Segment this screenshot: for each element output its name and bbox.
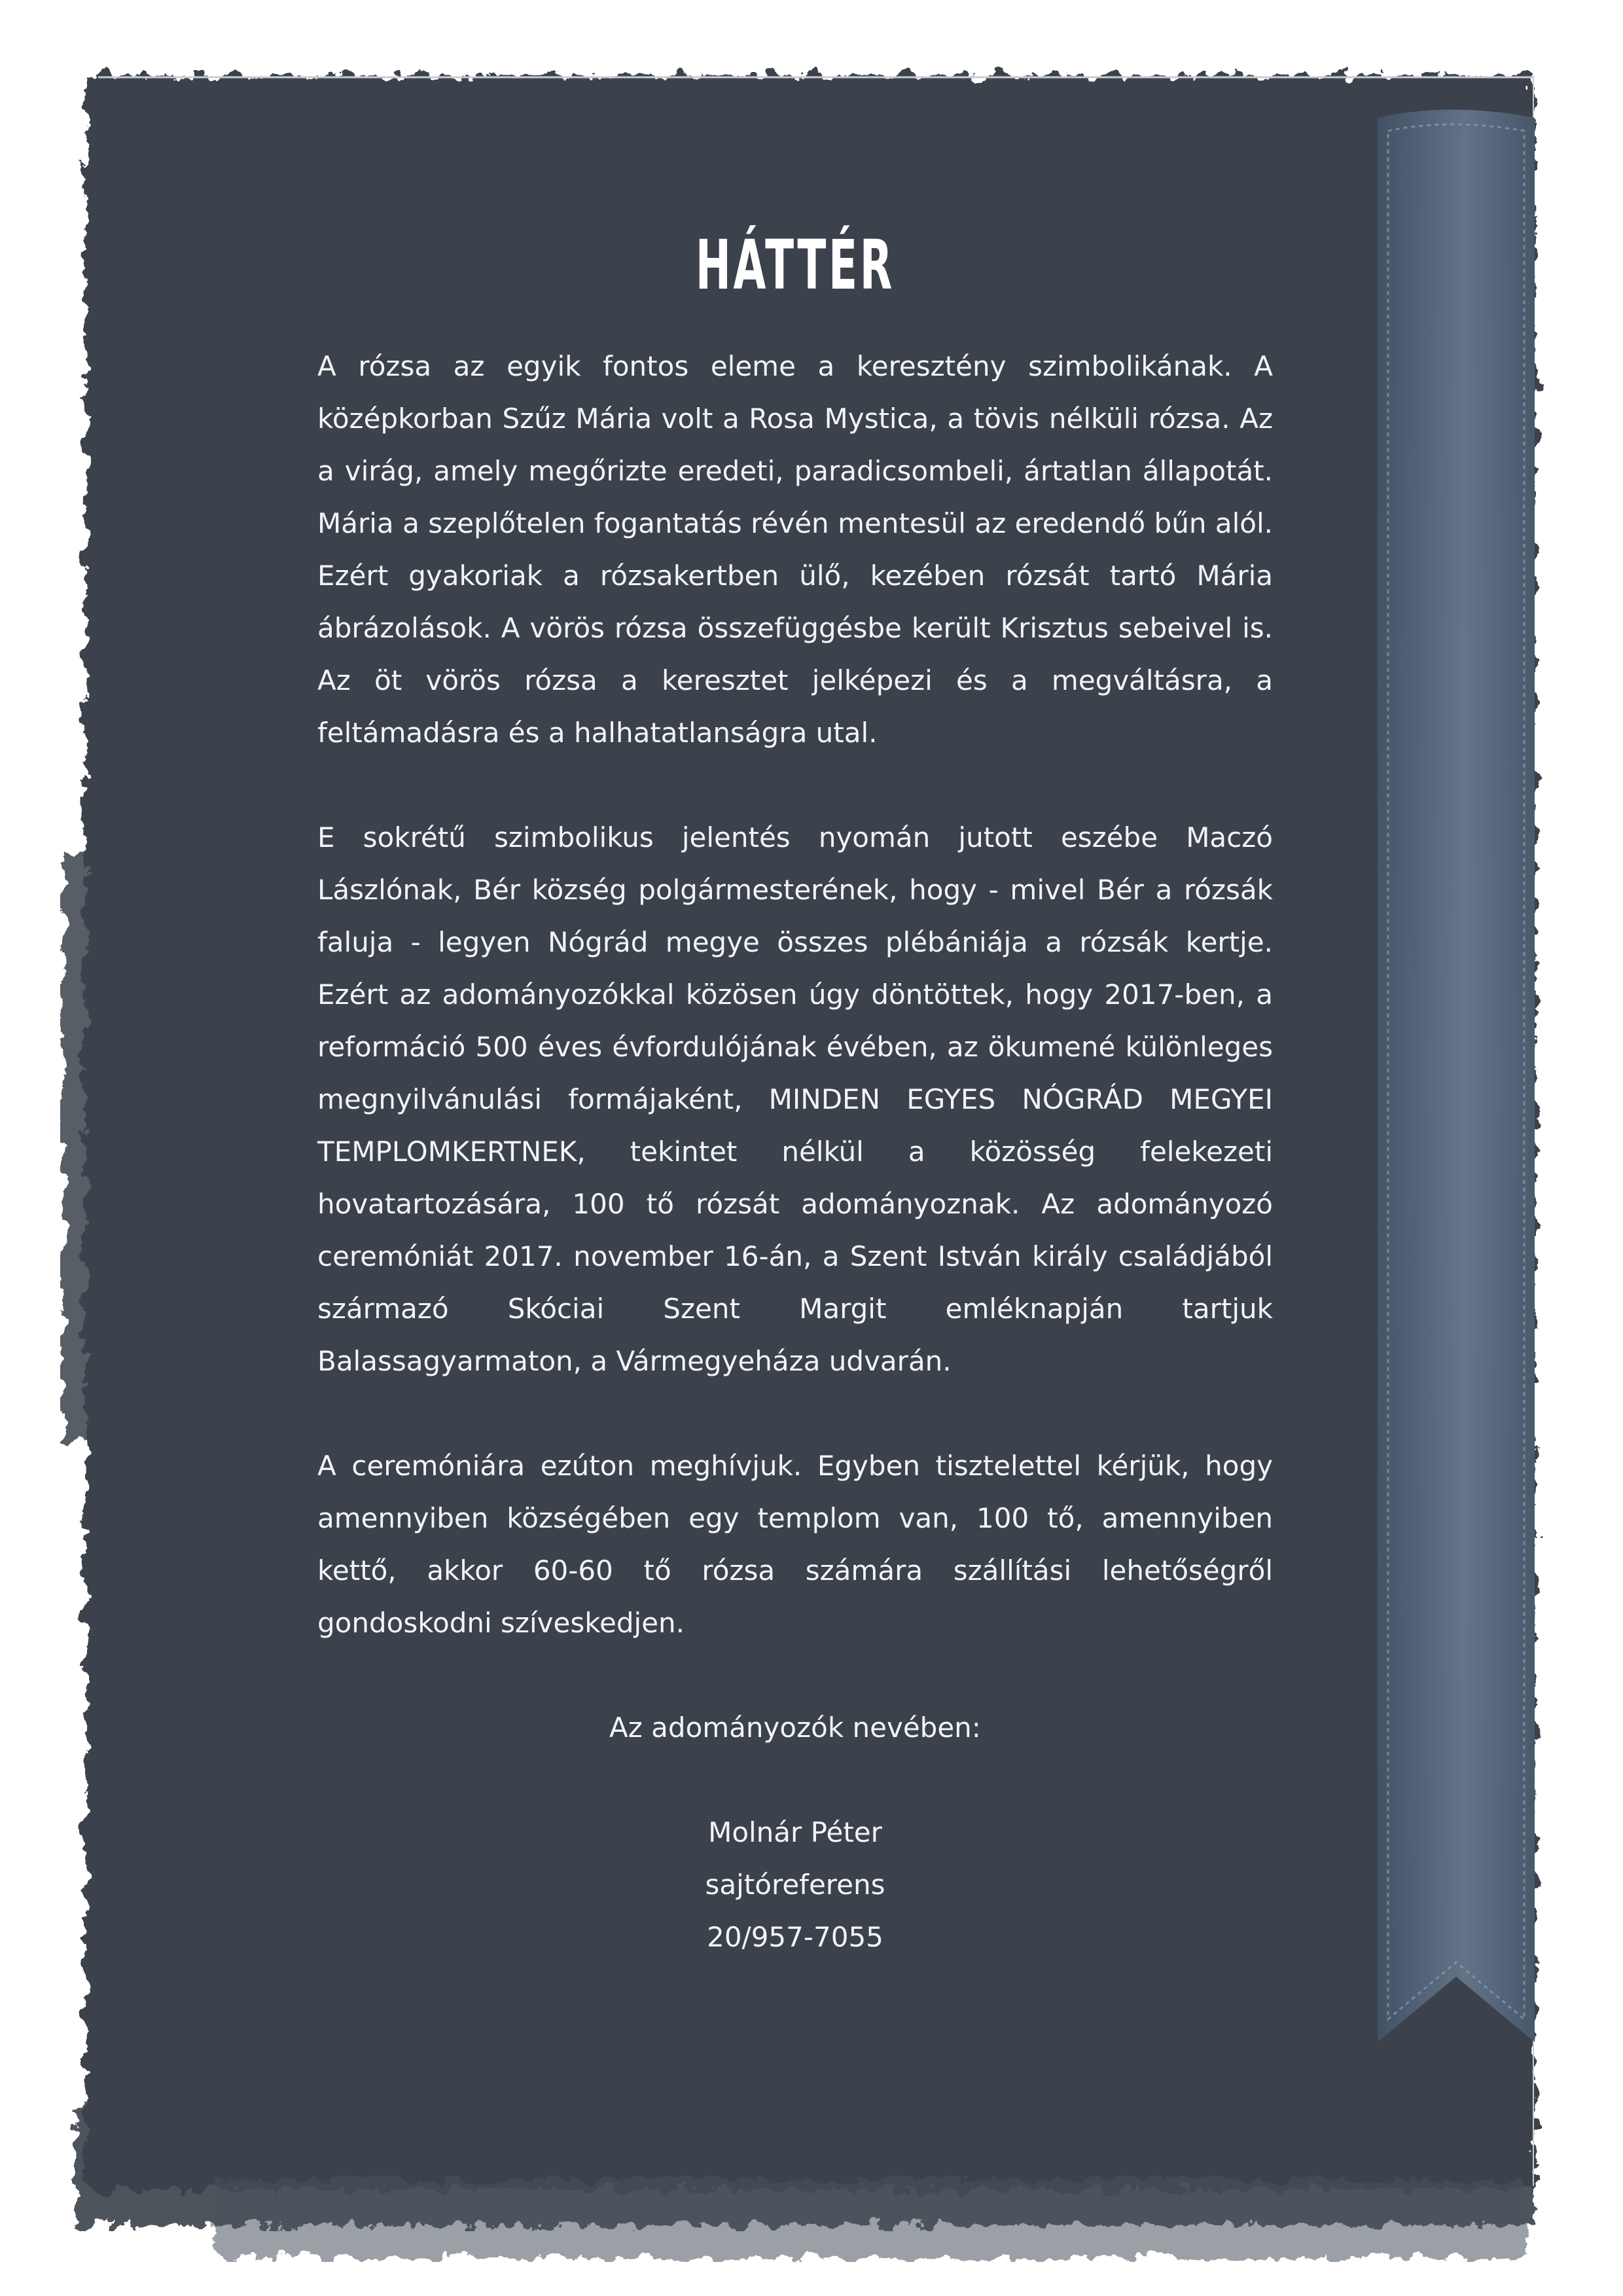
signature-spacer [317,1754,1273,1806]
closing-line: Az adományozók nevében: [609,1712,981,1744]
page-title: HÁTTÉR [695,225,895,305]
signature-phone: 20/957-7055 [707,1921,883,1953]
paragraph-1: A rózsa az egyik fontos eleme a keresztény szimbolikának. A középkorban Szűz Mária volt a Rosa Mystica, a tövis nélküli rózsa. Az a virág, amely megőrizte eredeti, paradicsombeli, ártatlan állapotát. Mária a szeplőtelen fogantatás révén mentesül az eredendő bűn alól. Ezért gyakoriak a rózsakertben ülő, kezében rózsát tartó Mária ábrázolások. A vörös rózsa összefüggésbe került Krisztus sebeivel is. Az öt vörös rózsa a keresztet jelképezi és a megváltásra, a feltámadásra és a halhatatlanságra utal. [317,350,1273,749]
signature-name: Molnár Péter [708,1816,882,1848]
paragraph-3: A ceremóniára ezúton meghívjuk. Egyben tisztelettel kérjük, hogy amennyiben községében egy templom van, 100 tő, amennyiben kettő, akkor 60-60 tő rózsa számára szállítási lehetőségről gondoskodni szíveskedjen. [317,1450,1273,1639]
signature-role: sajtóreferens [705,1869,885,1901]
paragraph-2: E sokrétű szimbolikus jelentés nyomán jutott eszébe Maczó Lászlónak, Bér község polgármesterének, hogy - mivel Bér a rózsák faluja - legyen Nógrád megye összes plébániája a rózsák kertje. Ezért az adományozókkal közösen úgy döntöttek, hogy 2017-ben, a reformáció 500 éves évfordulójának évében, az ökumené különleges megnyilvánulási formájaként, MINDEN EGYES NÓGRÁD MEGYEI TEMPLOMKERTNEK, tekintet nélkül a közösség felekezeti hovatartozására, 100 tő rózsát adományoznak. Az adományozó ceremóniát 2017. november 16-án, a Szent István király családjából származó Skóciai Szent Margit emléknapján tartjuk Balassagyarmaton, a Vármegyeháza udvarán. [317,821,1273,1377]
document-content [317,216,1273,1964]
bookmark-ribbon [1371,105,1541,2055]
